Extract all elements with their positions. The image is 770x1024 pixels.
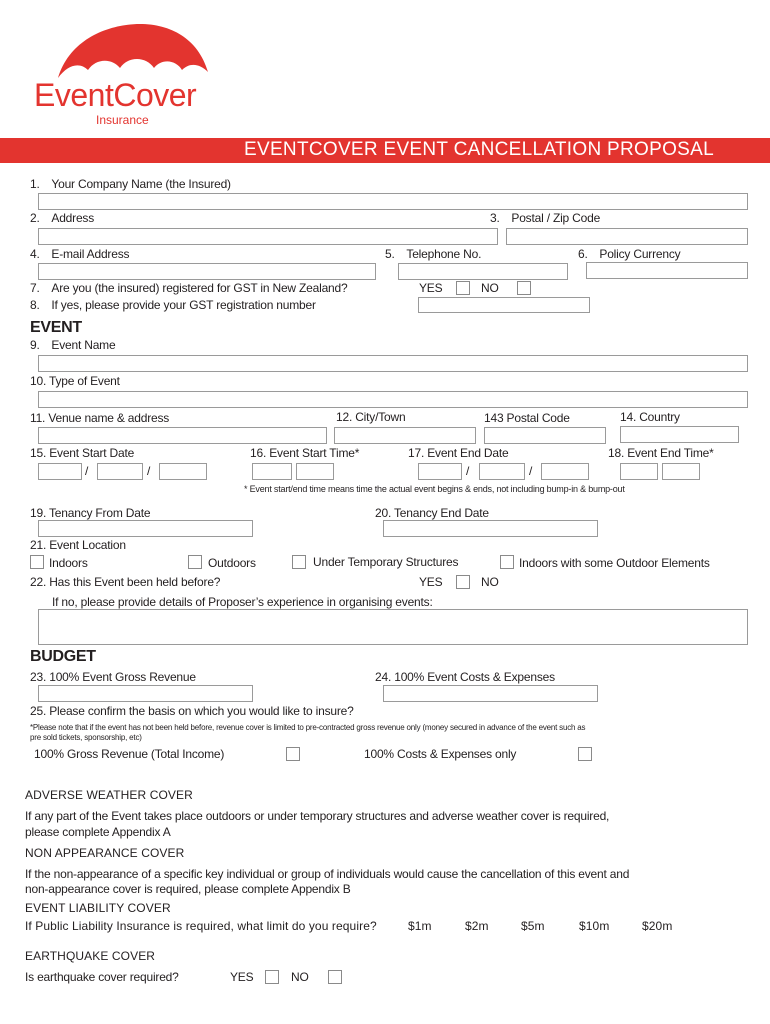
start-date-day[interactable] <box>38 463 82 480</box>
location-temporary-label: Under Temporary Structures <box>313 555 459 569</box>
email-field[interactable] <box>38 263 376 280</box>
nonappearance-heading: NON APPEARANCE COVER <box>25 846 185 860</box>
gross-revenue-field[interactable] <box>38 685 253 702</box>
q18-label: 18. Event End Time* <box>608 446 714 460</box>
city-field[interactable] <box>334 427 476 444</box>
q19-label: 19. Tenancy From Date <box>30 506 151 520</box>
limit-option[interactable]: $10m <box>579 919 610 933</box>
gst-number-field[interactable] <box>418 297 590 313</box>
q25-label: 25. Please confirm the basis on which you would like to insure? <box>30 704 354 718</box>
experience-details-field[interactable] <box>38 609 748 645</box>
limit-option[interactable]: $2m <box>465 919 489 933</box>
end-time-minute[interactable] <box>662 463 700 480</box>
event-heading: EVENT <box>30 319 82 336</box>
q6-label: 6. Policy Currency <box>578 247 681 261</box>
event-name-field[interactable] <box>38 355 748 372</box>
earthquake-yes-label: YES <box>230 970 254 984</box>
weather-text-line1: If any part of the Event takes place outdoors or under temporary structures and adverse weather cover is required, <box>25 809 610 823</box>
venue-field[interactable] <box>38 427 327 444</box>
q4-label: 4. E-mail Address <box>30 247 130 261</box>
date-separator: / <box>466 464 470 478</box>
gst-yes-checkbox[interactable] <box>456 281 470 295</box>
tenancy-end-field[interactable] <box>383 520 598 537</box>
q23-label: 23. 100% Event Gross Revenue <box>30 670 196 684</box>
date-separator: / <box>147 464 151 478</box>
q8-label: 8. If yes, please provide your GST registration number <box>30 298 316 312</box>
q7-label: 7. Are you (the insured) registered for GST in New Zealand? <box>30 281 348 295</box>
limit-option[interactable]: $1m <box>408 919 432 933</box>
q2-label: 2. Address <box>30 211 95 225</box>
postal-code-field[interactable] <box>506 228 748 245</box>
brand-sub: Insurance <box>96 113 149 127</box>
location-temporary-checkbox[interactable] <box>292 555 306 569</box>
liability-question: If Public Liability Insurance is required, what limit do you require? <box>25 919 377 933</box>
basis-gross-checkbox[interactable] <box>286 747 300 761</box>
earthquake-no-label: NO <box>291 970 309 984</box>
gst-no-label: NO <box>481 281 499 295</box>
held-before-yes-label: YES <box>419 575 443 589</box>
q5-label: 5. Telephone No. <box>385 247 482 261</box>
q10-label: 10. Type of Event <box>30 374 120 388</box>
gst-yes-label: YES <box>419 281 443 295</box>
q14-label: 14. Country <box>620 410 680 424</box>
basis-costs-label: 100% Costs & Expenses only <box>364 747 517 761</box>
end-date-year[interactable] <box>541 463 589 480</box>
logo <box>30 20 230 130</box>
gst-no-checkbox[interactable] <box>517 281 531 295</box>
q3-label: 3. Postal / Zip Code <box>490 211 601 225</box>
q25-note-line2: pre sold tickets, sponsorship, etc) <box>30 733 142 742</box>
basis-costs-checkbox[interactable] <box>578 747 592 761</box>
earthquake-no-checkbox[interactable] <box>328 970 342 984</box>
q22-label: 22. Has this Event been held before? <box>30 575 221 589</box>
weather-heading: ADVERSE WEATHER COVER <box>25 788 193 802</box>
event-type-field[interactable] <box>38 391 748 408</box>
nonappearance-text-line1: If the non-appearance of a specific key individual or group of individuals would cause the cancellation of this event and <box>25 867 630 881</box>
date-separator: / <box>85 464 89 478</box>
q16-label: 16. Event Start Time* <box>250 446 360 460</box>
location-mixed-label: Indoors with some Outdoor Elements <box>519 556 710 570</box>
q21-label: 21. Event Location <box>30 538 126 552</box>
q25-note-line1: *Please note that if the event has not been held before, revenue cover is limited to pre-contracted gross revenue only (money secured in advance of the event such as <box>30 723 586 732</box>
company-name-field[interactable] <box>38 193 748 210</box>
limit-option[interactable]: $5m <box>521 919 545 933</box>
q11-label: 11. Venue name & address <box>30 411 170 425</box>
q22-detail-label: If no, please provide details of Proposer’s experience in organising events: <box>52 595 433 609</box>
end-date-month[interactable] <box>479 463 525 480</box>
q12-label: 12. City/Town <box>336 410 406 424</box>
q17-label: 17. Event End Date <box>408 446 509 460</box>
q24-label: 24. 100% Event Costs & Expenses <box>375 670 555 684</box>
earthquake-heading: EARTHQUAKE COVER <box>25 949 156 963</box>
liability-heading: EVENT LIABILITY COVER <box>25 901 171 915</box>
start-time-minute[interactable] <box>296 463 334 480</box>
location-outdoors-checkbox[interactable] <box>188 555 202 569</box>
q9-label: 9. Event Name <box>30 338 116 352</box>
weather-text-line2: please complete Appendix A <box>25 825 171 839</box>
basis-gross-label: 100% Gross Revenue (Total Income) <box>34 747 225 761</box>
time-note: * Event start/end time means time the actual event begins & ends, not including bump-in & bump-out <box>244 484 625 494</box>
location-mixed-checkbox[interactable] <box>500 555 514 569</box>
date-separator: / <box>529 464 533 478</box>
event-postal-code-field[interactable] <box>484 427 606 444</box>
q13-label: 143 Postal Code <box>484 411 570 425</box>
earthquake-yes-checkbox[interactable] <box>265 970 279 984</box>
earthquake-question: Is earthquake cover required? <box>25 970 179 984</box>
q1-label: 1. Your Company Name (the Insured) <box>30 177 231 191</box>
brand-name: EventCover <box>34 77 197 113</box>
held-before-no-label: NO <box>481 575 499 589</box>
location-outdoors-label: Outdoors <box>208 556 256 570</box>
location-indoors-checkbox[interactable] <box>30 555 44 569</box>
q15-label: 15. Event Start Date <box>30 446 135 460</box>
start-date-year[interactable] <box>159 463 207 480</box>
location-indoors-label: Indoors <box>49 556 88 570</box>
policy-currency-field[interactable] <box>586 262 748 279</box>
end-time-hour[interactable] <box>620 463 658 480</box>
tenancy-from-field[interactable] <box>38 520 253 537</box>
start-date-month[interactable] <box>97 463 143 480</box>
telephone-field[interactable] <box>398 263 568 280</box>
limit-option[interactable]: $20m <box>642 919 673 933</box>
held-before-yes-checkbox[interactable] <box>456 575 470 589</box>
q20-label: 20. Tenancy End Date <box>375 506 489 520</box>
address-field[interactable] <box>38 228 498 245</box>
page-title: EVENTCOVER EVENT CANCELLATION PROPOSAL <box>244 139 714 160</box>
budget-heading: BUDGET <box>30 648 96 665</box>
start-time-hour[interactable] <box>252 463 292 480</box>
country-field[interactable] <box>620 426 739 443</box>
end-date-day[interactable] <box>418 463 462 480</box>
costs-expenses-field[interactable] <box>383 685 598 702</box>
nonappearance-text-line2: non-appearance cover is required, please complete Appendix B <box>25 882 351 896</box>
